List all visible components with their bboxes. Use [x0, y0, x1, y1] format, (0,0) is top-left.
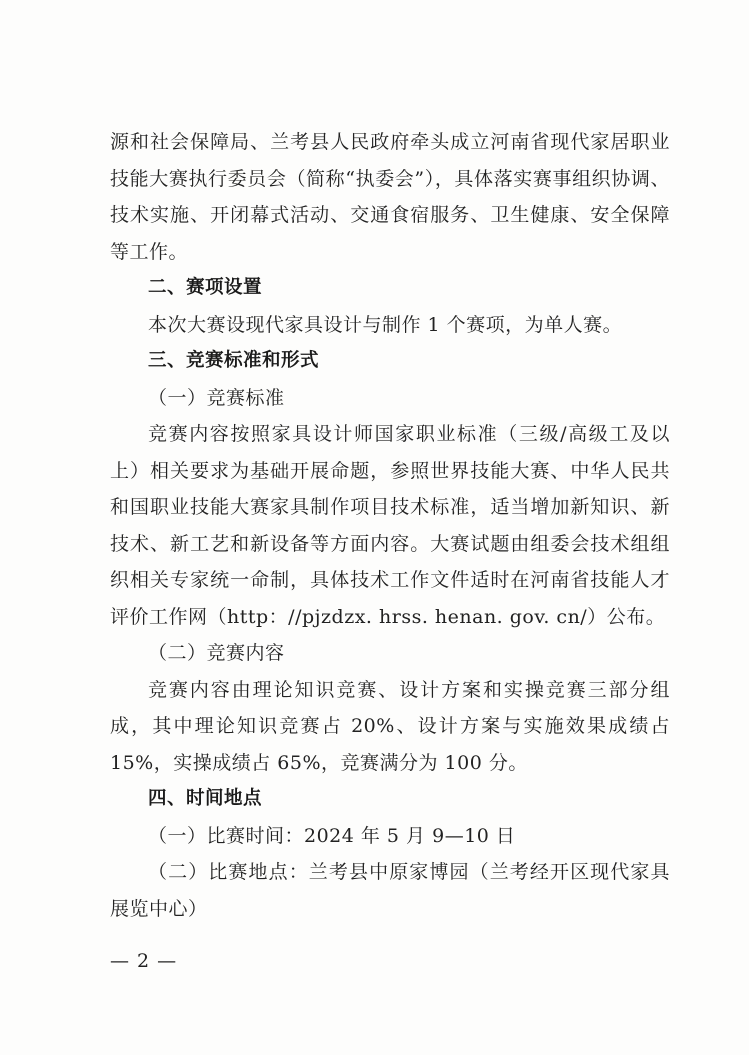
- subsection-heading-3-2: （二）竞赛内容: [148, 642, 285, 664]
- subsection-3-1-text: 竞赛内容按照家具设计师国家职业标准（三级/高级工及以上）相关要求为基础开展命题，参照世界技能大赛、中华人民共和国职业技能大赛家具制作项目技术标准，适当增加新知识、新技术、新工艺和新设备等方面内容。大赛试题由组委会技术组组织相关专家统一命制，具体技术工作文件适时在河南省技能人才评价工作网（http：//pjzdzx. hrss. henan. gov. cn/）公布。: [110, 423, 670, 628]
- section-2-text: 本次大赛设现代家具设计与制作 1 个赛项，为单人赛。: [148, 313, 623, 336]
- subsection-heading-3-1: （一）竞赛标准: [148, 386, 285, 409]
- page-number: — 2 —: [110, 950, 178, 972]
- paragraph-continuation: 源和社会保障局、兰考县人民政府牵头成立河南省现代家居职业技能大赛执行委员会（简称“执委会”），具体落实赛事组织协调、技术实施、开闭幕式活动、交通食宿服务、卫生健康、安全保障等工作。: [110, 131, 670, 263]
- section-heading-4: 四、时间地点: [148, 788, 263, 809]
- document-body: [110, 124, 670, 927]
- section-heading-3: 三、竞赛标准和形式: [148, 350, 320, 371]
- section-heading-2: 二、赛项设置: [148, 277, 263, 298]
- subsection-3-2-text: 竞赛内容由理论知识竞赛、设计方案和实操竞赛三部分组成，其中理论知识竞赛占 20%、设计方案与实施效果成绩占 15%，实操成绩占 65%，竞赛满分为 100 分。: [110, 678, 670, 774]
- section-4-item-time: （一）比赛时间：2024 年 5 月 9—10 日: [148, 824, 516, 847]
- section-4-item-location: （二）比赛地点：兰考县中原家博园（兰考经开区现代家具展览中心）: [110, 861, 670, 920]
